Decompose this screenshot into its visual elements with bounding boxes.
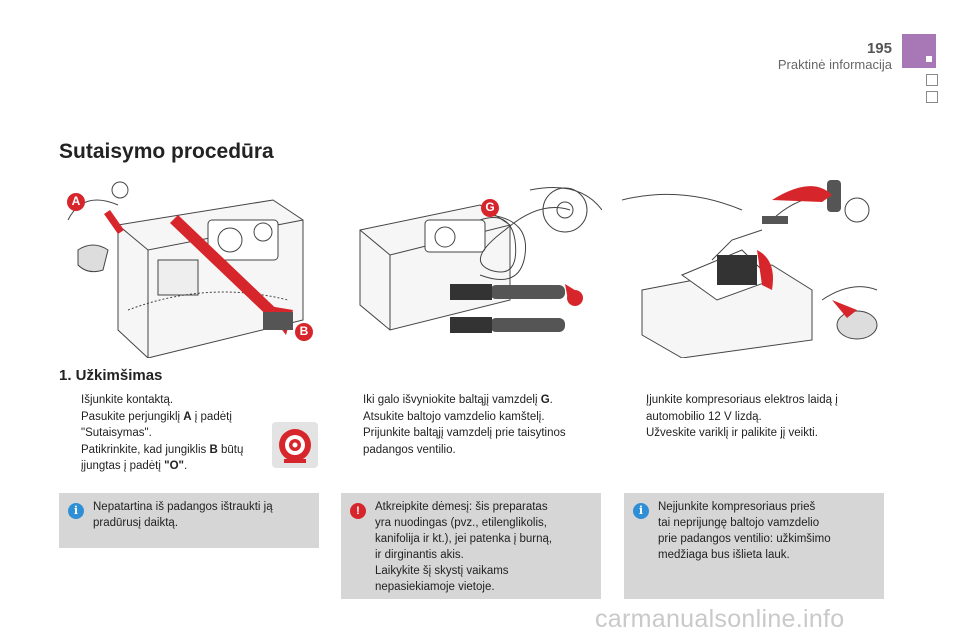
step-text: . xyxy=(549,394,553,406)
note-line: Atkreipkite dėmesį: šis preparatas xyxy=(375,501,548,513)
info-note-column-1 xyxy=(59,493,319,548)
note-line: ir dirginantis akis. xyxy=(375,549,464,561)
page-title: Sutaisymo procedūra xyxy=(59,140,274,163)
chapter-tab-mark xyxy=(926,56,932,62)
note-line: kanifolija ir kt.), jei patenka į burną, xyxy=(375,533,553,545)
step-text: automobilio 12 V lizdą. xyxy=(646,410,762,423)
step-ref-b: B xyxy=(209,443,218,456)
note-line: medžiaga bus išlieta lauk. xyxy=(658,549,790,561)
step-text: būtų xyxy=(217,443,244,456)
section-subheading: 1. Užkimšimas xyxy=(59,367,163,384)
note-line: pradūrusį daiktą. xyxy=(93,517,179,529)
note-line: nepasiekiamoje vietoje. xyxy=(375,581,495,593)
note-line: prie padangos ventilio: užkimšimo xyxy=(658,533,831,545)
repair-kit-icon-box xyxy=(272,422,318,468)
step-item xyxy=(624,392,894,425)
step-item xyxy=(341,425,611,458)
info-icon: i xyxy=(68,503,84,519)
step-text: Prijunkite baltąjį vamzdelį prie taisytinos xyxy=(363,427,566,439)
page-number: 195 xyxy=(866,40,892,57)
note-line: Neįjunkite kompresoriaus prieš xyxy=(658,501,816,513)
callout-b-label: B xyxy=(299,324,309,338)
section-label: Praktinė informacija xyxy=(777,57,892,72)
note-line: tai neprijungę baltojo vamzdelio xyxy=(658,517,820,529)
step-text: Įjunkite kompresoriaus elektros laidą į xyxy=(646,394,838,406)
note-line: Nepatartina iš padangos ištraukti ją xyxy=(93,501,273,513)
callout-g-label: G xyxy=(485,200,495,214)
step-list-column-1 xyxy=(59,392,279,475)
step-text: padangos ventilio. xyxy=(363,443,456,456)
step-text: Patikrinkite, kad jungiklis xyxy=(81,443,210,456)
info-note-column-3 xyxy=(624,493,884,599)
step-item xyxy=(59,392,279,409)
step-text: . xyxy=(183,460,188,472)
step-item xyxy=(59,409,279,442)
tire-repair-kit-icon xyxy=(272,422,318,468)
callout-a-label: A xyxy=(71,194,81,208)
illustration-power-cable xyxy=(622,180,884,358)
step-item xyxy=(624,425,894,442)
step-text: į padėtį xyxy=(191,410,232,423)
step-text: Užveskite variklį ir palikite jį veikti. xyxy=(646,427,818,439)
illustration-white-hose xyxy=(340,180,602,358)
step-text: Atsukite baltojo vamzdelio kamštelį. xyxy=(363,410,545,423)
step-item xyxy=(341,392,611,409)
note-line: yra nuodingas (pvz., etilenglikolis, xyxy=(375,517,547,529)
info-icon: i xyxy=(633,503,649,519)
step-list-column-3 xyxy=(624,392,894,442)
step-item xyxy=(59,442,279,475)
step-text: įjungtas į padėtį xyxy=(81,460,165,472)
step-ref-o: "O" xyxy=(164,460,184,472)
step-ref-g: G xyxy=(540,394,550,406)
step-text: Iki galo išvyniokite baltąjį vamzdelį xyxy=(363,394,541,406)
warning-icon: ! xyxy=(350,503,366,519)
warning-note-column-2 xyxy=(341,493,601,599)
step-ref-a: A xyxy=(183,410,192,423)
chapter-tab xyxy=(902,34,936,68)
step-text: "Sutaisymas". xyxy=(81,427,152,439)
illustration-switch-positions xyxy=(58,180,320,358)
step-list-column-2 xyxy=(341,392,611,458)
note-line: Laikykite šį skystį vaikams xyxy=(375,565,509,577)
watermark: carmanualsonline.info xyxy=(595,605,845,633)
step-item xyxy=(341,409,611,426)
step-text: Pasukite perjungiklį xyxy=(81,410,184,423)
chapter-indicator-box xyxy=(926,74,938,86)
step-text: Išjunkite kontaktą. xyxy=(81,394,174,406)
chapter-indicator-box xyxy=(926,91,938,103)
